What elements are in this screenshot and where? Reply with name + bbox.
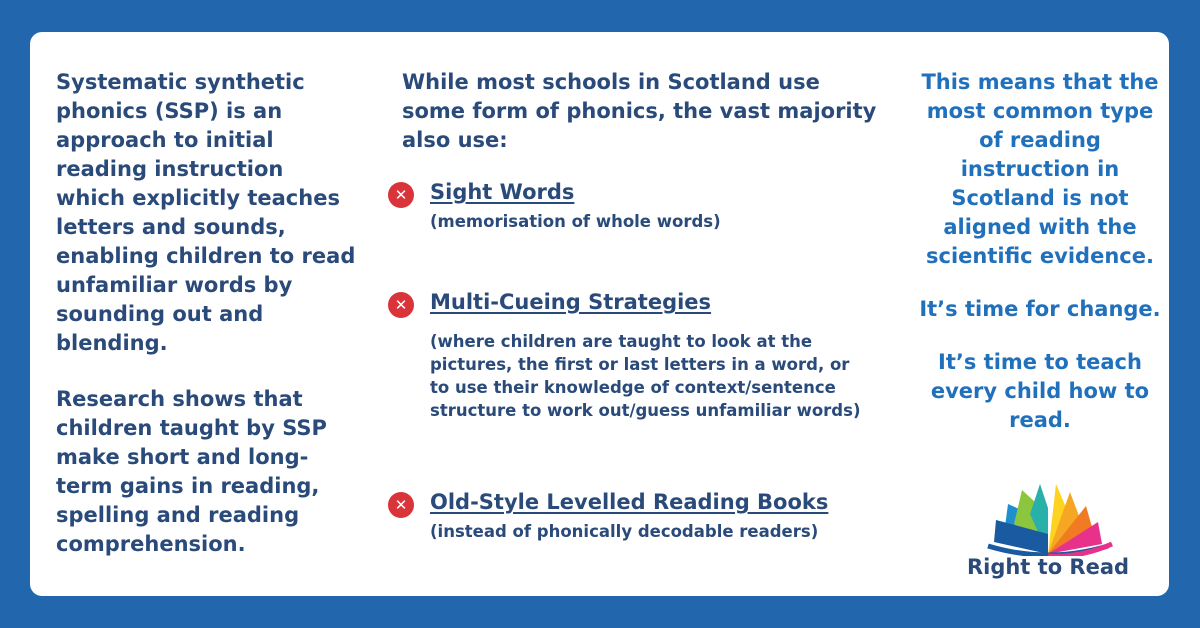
ssp-definition: Systematic synthetic phonics (SSP) is an approach to initial reading instruction which explicitly teaches letters and sounds, enabling children to read unfamiliar words by sounding out and blending.: [56, 70, 356, 355]
middle-column: [394, 68, 882, 541]
item-description: (instead of phonically decodable readers): [430, 522, 819, 541]
time-for-change: It’s time for change.: [919, 297, 1161, 321]
x-circle-icon: ✕: [388, 492, 414, 518]
x-circle-icon: ✕: [388, 292, 414, 318]
item-title: Old-Style Levelled Reading Books: [430, 490, 829, 514]
content-card: [30, 32, 1169, 596]
item-title: Sight Words: [430, 180, 575, 204]
item-title: Multi-Cueing Strategies: [430, 290, 712, 314]
list-item-levelled-books: [394, 488, 870, 543]
list-item-sight-words: [394, 178, 870, 233]
conclusion-text: This means that the most common type of reading instruction in Scotland is not aligned with the scientific evidence.: [921, 70, 1159, 268]
item-description: (where children are taught to look at the pictures, the first or last letters in a word, or to use their knowledge of context/sentence structure to work out/guess unfamiliar words): [430, 332, 861, 420]
time-to-teach: It’s time to teach every child how to read.: [930, 350, 1150, 432]
left-column: [56, 68, 356, 586]
x-circle-icon: ✕: [388, 182, 414, 208]
right-column: [916, 68, 1164, 459]
middle-intro: While most schools in Scotland use some form of phonics, the vast majority also use:: [402, 70, 877, 152]
item-description: (memorisation of whole words): [430, 212, 721, 231]
logo-text: Right to Read: [966, 555, 1130, 579]
research-summary: Research shows that children taught by SSP make short and long-term gains in reading, spelling and reading comprehension.: [56, 387, 327, 556]
list-item-multi-cueing: [394, 288, 870, 422]
open-book-icon: [964, 484, 1132, 556]
right-to-read-logo: [964, 484, 1132, 584]
